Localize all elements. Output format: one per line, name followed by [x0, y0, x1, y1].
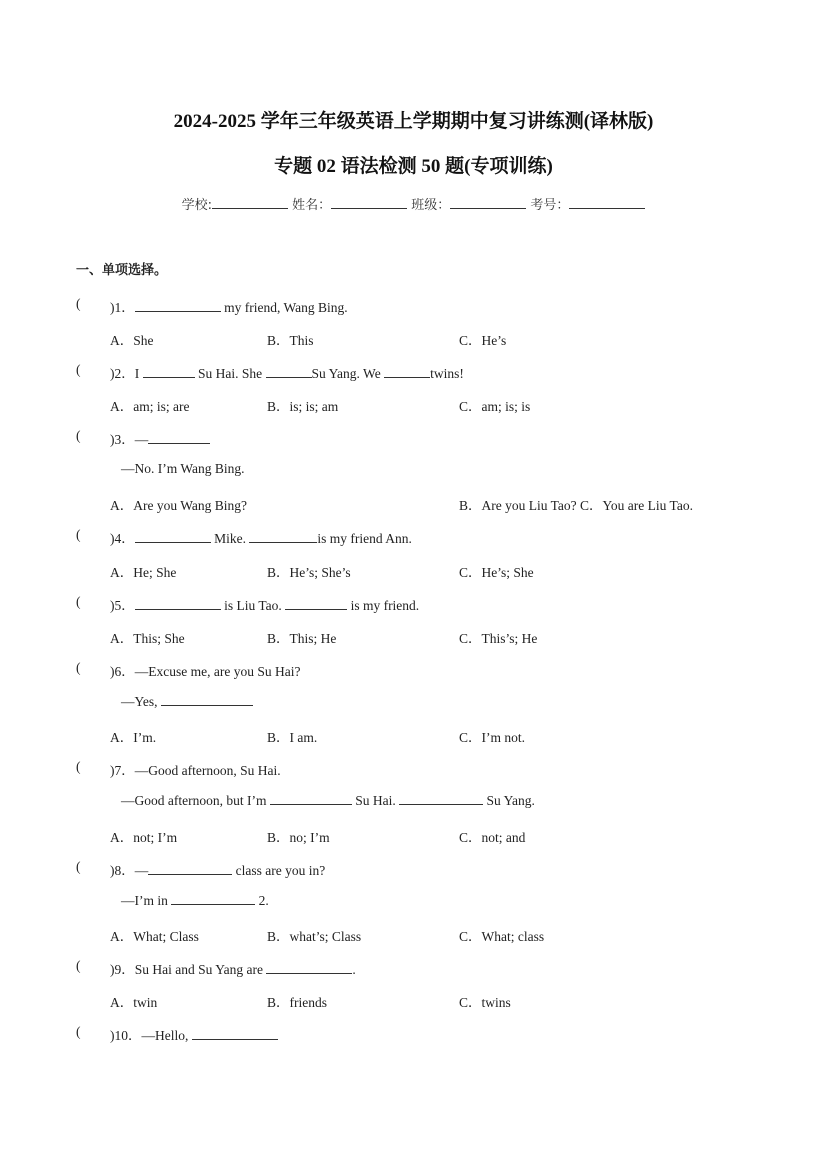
option-c[interactable]: C．He’s; She	[459, 565, 534, 580]
question-9: )9．Su Hai and Su Yang are .	[110, 962, 356, 977]
option-a[interactable]: A．twin	[110, 995, 158, 1010]
option-a[interactable]: A．Are you Wang Bing?	[110, 498, 248, 513]
question-10: )10．—Hello,	[110, 1024, 278, 1044]
question-2: )2．I Su Hai. She Su Yang. We twins!	[110, 366, 464, 381]
option-a[interactable]: A．This; She	[110, 631, 185, 646]
question-6: )6．—Excuse me, are you Su Hai?	[110, 664, 301, 679]
answer-blank[interactable]	[161, 693, 253, 706]
option-b[interactable]: B．This	[267, 333, 314, 348]
option-a[interactable]: A．What; Class	[110, 929, 199, 944]
option-b[interactable]: B．no; I’m	[267, 830, 330, 845]
option-b[interactable]: B．what’s; Class	[267, 929, 362, 944]
answer-blank[interactable]	[249, 530, 317, 543]
option-c[interactable]: C．What; class	[459, 929, 545, 944]
answer-paren[interactable]: (	[76, 759, 81, 774]
answer-blank[interactable]	[266, 365, 312, 378]
question-7: )7．—Good afternoon, Su Hai.	[110, 763, 281, 778]
exam-number-field[interactable]	[569, 195, 645, 209]
school-label: 学校:	[181, 198, 212, 213]
option-b[interactable]: B．is; is; am	[267, 399, 339, 414]
option-a[interactable]: A．not; I’m	[110, 830, 178, 845]
option-b[interactable]: B．I am.	[267, 730, 318, 745]
question-4: )4． Mike. is my friend Ann.	[110, 531, 412, 546]
document-subtitle: 专题 02 语法检测 50 题(专项训练)	[274, 156, 553, 177]
school-field[interactable]	[212, 195, 288, 209]
question-6-reply: —Yes,	[121, 693, 253, 710]
name-label: 姓名：	[292, 198, 332, 213]
answer-blank[interactable]	[266, 961, 352, 974]
answer-blank[interactable]	[143, 365, 195, 378]
option-c[interactable]: C．He’s	[459, 333, 507, 348]
answer-paren[interactable]: (	[76, 958, 81, 973]
option-c[interactable]: C．This’s; He	[459, 631, 538, 646]
option-a[interactable]: A．am; is; are	[110, 399, 190, 414]
answer-blank[interactable]	[270, 792, 352, 805]
exam-number-label: 考号：	[530, 198, 570, 213]
answer-blank[interactable]	[135, 597, 221, 610]
answer-paren[interactable]: (	[76, 660, 81, 675]
answer-blank[interactable]	[399, 792, 483, 805]
question-8-reply: —I’m in 2.	[121, 893, 269, 908]
answer-paren[interactable]: (	[76, 1024, 81, 1039]
option-b[interactable]: B．He’s; She’s	[267, 565, 351, 580]
document-title: 2024-2025 学年三年级英语上学期期中复习讲练测(译林版)	[173, 111, 654, 132]
question-1: )1． my friend, Wang Bing.	[110, 300, 348, 315]
answer-blank[interactable]	[192, 1027, 278, 1040]
option-c[interactable]: C．am; is; is	[459, 399, 531, 414]
answer-paren[interactable]: (	[76, 296, 81, 311]
option-a[interactable]: A．She	[110, 333, 154, 348]
question-3-reply: —No. I’m Wang Bing.	[121, 461, 245, 476]
answer-paren[interactable]: (	[76, 859, 81, 874]
option-c[interactable]: C．I’m not.	[459, 730, 525, 745]
answer-blank[interactable]	[135, 299, 221, 312]
answer-paren[interactable]: (	[76, 594, 81, 609]
class-field[interactable]	[450, 195, 526, 209]
class-label: 班级：	[411, 198, 451, 213]
option-a[interactable]: A．I’m.	[110, 730, 157, 745]
answer-blank[interactable]	[148, 431, 210, 444]
answer-paren[interactable]: (	[76, 527, 81, 542]
question-7-reply: —Good afternoon, but I’m Su Hai. Su Yang.	[121, 793, 535, 808]
section-heading: 一、单项选择。	[76, 263, 168, 278]
question-5: )5． is Liu Tao. is my friend.	[110, 598, 420, 613]
option-b[interactable]: B．This; He	[267, 631, 337, 646]
name-field[interactable]	[331, 195, 407, 209]
answer-blank[interactable]	[285, 597, 347, 610]
option-c[interactable]: C．twins	[459, 995, 511, 1010]
question-3: )3．—	[110, 428, 210, 448]
option-c[interactable]: C．not; and	[459, 830, 526, 845]
answer-blank[interactable]	[135, 530, 211, 543]
student-info-row	[0, 194, 827, 213]
answer-paren[interactable]: (	[76, 428, 81, 443]
option-b[interactable]: B．friends	[267, 995, 327, 1010]
answer-paren[interactable]: (	[76, 362, 81, 377]
answer-blank[interactable]	[384, 365, 430, 378]
option-a[interactable]: A．He; She	[110, 565, 177, 580]
answer-blank[interactable]	[171, 892, 255, 905]
option-b[interactable]: B．Are you Liu Tao? C．You are Liu Tao.	[459, 498, 693, 513]
question-8: )8．— class are you in?	[110, 863, 326, 878]
answer-blank[interactable]	[148, 862, 232, 875]
